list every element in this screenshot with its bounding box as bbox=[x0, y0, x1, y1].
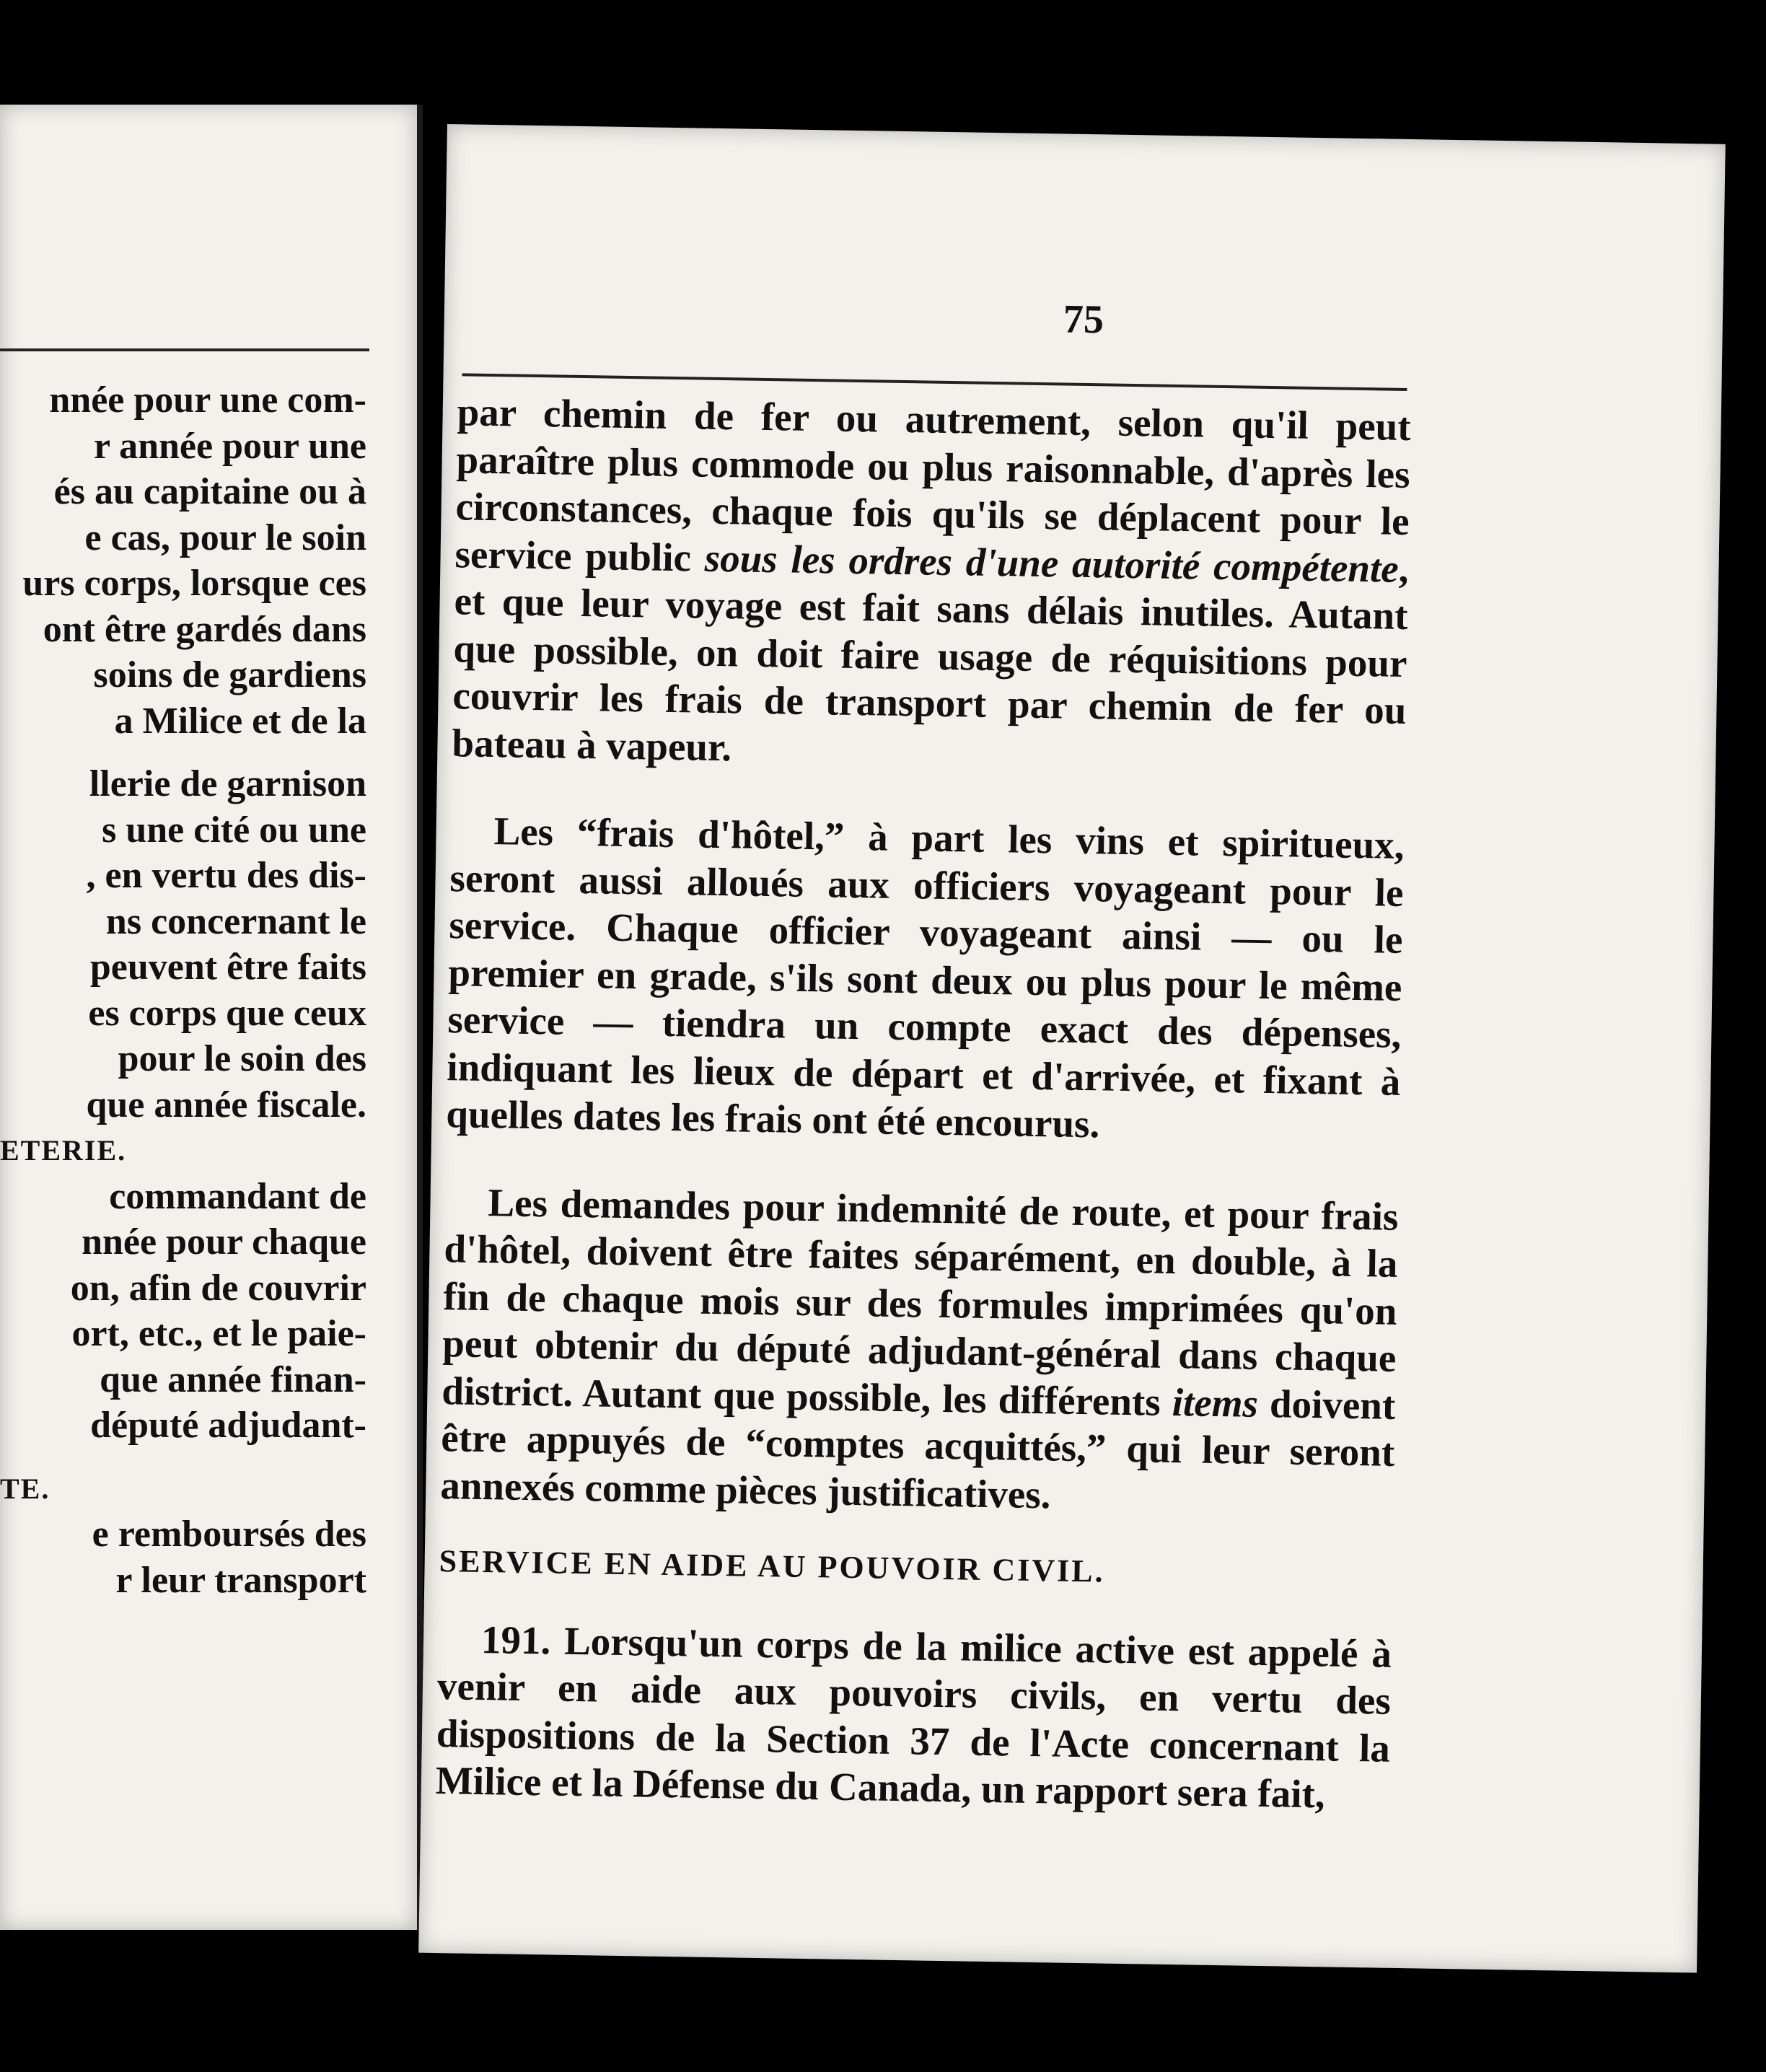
left-line: és au capitaine ou à bbox=[53, 471, 366, 512]
left-line: pour le soin des bbox=[118, 1038, 366, 1079]
right-header-rule bbox=[462, 373, 1407, 391]
left-line: commandant de bbox=[109, 1175, 366, 1217]
right-page bbox=[418, 124, 1726, 1973]
left-line: ont être gardés dans bbox=[43, 608, 366, 650]
left-page bbox=[0, 105, 423, 1930]
left-line: e remboursés des bbox=[92, 1514, 366, 1555]
left-line: on, afin de couvrir bbox=[70, 1267, 366, 1309]
italic-text: items bbox=[1172, 1379, 1259, 1426]
left-blank-line bbox=[0, 1449, 366, 1466]
section-heading: SERVICE EN AIDE AU POUVOIR CIVIL. bbox=[439, 1543, 1105, 1589]
paragraph-text: doivent être appuyés de “comptes acquittés,” qui leur seront annexés comme pièces justificatives. bbox=[439, 1381, 1396, 1516]
left-line: que année fiscale. bbox=[86, 1084, 366, 1125]
left-line: r leur transport bbox=[115, 1559, 366, 1601]
left-line: que année finan- bbox=[100, 1358, 366, 1400]
left-line: es corps que ceux bbox=[88, 992, 366, 1034]
left-line: s une cité ou une bbox=[102, 809, 366, 851]
left-line: e cas, pour le soin bbox=[84, 517, 366, 558]
paragraph-text: , et que leur voyage est fait sans délais inutiles. Autant que possible, on doit faire usage de réquisitions pour couvrir les frais de transport par chemin de fer ou bateau à vapeur. bbox=[452, 546, 1409, 769]
left-line: , en vertu des dis- bbox=[86, 855, 366, 896]
italic-text: sous les ordres d'une autorité compétente bbox=[704, 535, 1400, 591]
left-page-text bbox=[0, 377, 366, 1603]
left-line: ort, etc., et le paie- bbox=[71, 1313, 366, 1354]
paragraph-text: Les demandes pour indemnité de route, et pour frais d'hôtel, doivent être faites séparément, en double, à la fin de chaque mois sur des formules imprimées qu'on peut obtenir du député adjudant-général dans chaque district. Autant que possible, les différents bbox=[441, 1180, 1399, 1424]
paragraph-text: par chemin de fer ou autrement, selon qu'il peut paraître plus commode ou plus raisonnable, d'après les circonstances, chaque fois qu'ils se déplacent pour le service public bbox=[454, 390, 1412, 580]
left-line: soins de gardiens bbox=[93, 654, 366, 695]
left-line: llerie de garnison bbox=[89, 763, 366, 804]
paragraph-191: 191. Lorsqu'un corps de la milice active est appelé à venir en aide aux pouvoirs civils, en vertu des dispositions de la Section 37 de l'Acte concernant la Milice et la Défense du Canada, un rapport sera fait, bbox=[435, 1617, 1392, 1817]
paragraph-claims bbox=[440, 1178, 1399, 1524]
left-line: r année pour une bbox=[93, 425, 366, 467]
left-line: nnée pour une com- bbox=[49, 379, 366, 421]
page-number: 75 bbox=[1063, 297, 1104, 343]
left-header-rule bbox=[0, 348, 369, 351]
left-section-heading: TE. bbox=[0, 1472, 50, 1505]
left-line: député adjudant- bbox=[90, 1405, 366, 1446]
right-page-body bbox=[435, 388, 1411, 1819]
left-blank-line bbox=[0, 744, 366, 761]
paragraph-continued bbox=[452, 388, 1411, 781]
left-line: urs corps, lorsque ces bbox=[22, 563, 366, 604]
left-section-heading: ETERIE. bbox=[0, 1134, 127, 1167]
paragraph-hotel-costs: Les “frais d'hôtel,” à part les vins et spiritueux, seront aussi alloués aux officiers voyageant pour le service. Chaque officier voyageant ainsi — ou le premier en grade, s'ils sont deux ou plus pour le même service — tiendra un compte exact des dépenses, indiquant les lieux de départ et d'arrivée, et fixant à quelles dates les frais ont été encourus. bbox=[445, 809, 1405, 1146]
left-line: a Milice et de la bbox=[114, 700, 366, 742]
left-line: nnée pour chaque bbox=[82, 1221, 366, 1263]
left-line: ns concernant le bbox=[105, 900, 366, 942]
left-line: peuvent être faits bbox=[89, 947, 366, 988]
